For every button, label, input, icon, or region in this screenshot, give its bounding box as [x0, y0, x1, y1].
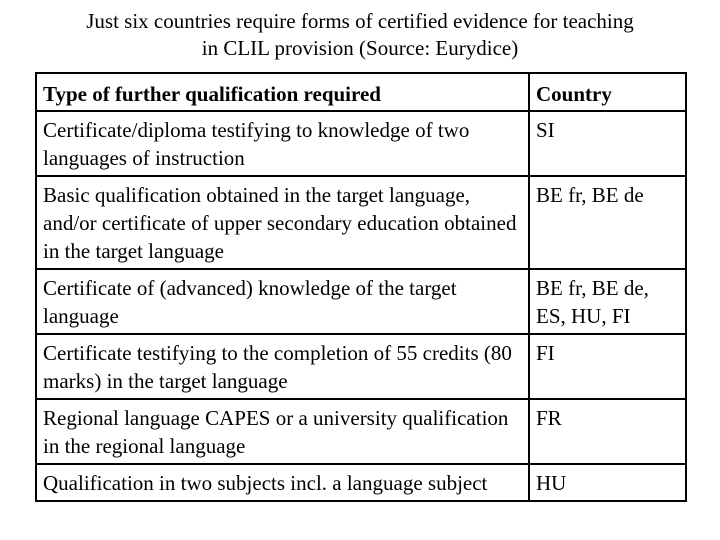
table-header-row — [36, 73, 686, 111]
table-row — [36, 399, 686, 464]
header-country: Country — [529, 73, 686, 111]
country-cell: FR — [529, 399, 686, 464]
table-row — [36, 111, 686, 176]
table-row — [36, 334, 686, 399]
qualification-cell: Certificate/diploma testifying to knowledge of two languages of instruction — [36, 111, 529, 176]
table-row — [36, 269, 686, 334]
table-row — [36, 176, 686, 269]
header-qualification: Type of further qualification required — [36, 73, 529, 111]
country-cell: BE fr, BE de — [529, 176, 686, 269]
qualification-cell: Basic qualification obtained in the target language, and/or certificate of upper secondary education obtained in the target language — [36, 176, 529, 269]
qualification-cell: Certificate of (advanced) knowledge of the target language — [36, 269, 529, 334]
slide-title — [20, 8, 700, 62]
country-cell: SI — [529, 111, 686, 176]
country-cell: FI — [529, 334, 686, 399]
country-cell: HU — [529, 464, 686, 501]
qualification-cell: Regional language CAPES or a university qualification in the regional language — [36, 399, 529, 464]
title-line-1: Just six countries require forms of certified evidence for teaching — [86, 9, 634, 33]
country-cell: BE fr, BE de, ES, HU, FI — [529, 269, 686, 334]
qualification-table — [35, 72, 687, 502]
table-row — [36, 464, 686, 501]
title-line-2: in CLIL provision (Source: Eurydice) — [201, 36, 519, 60]
qualification-cell: Qualification in two subjects incl. a language subject — [36, 464, 529, 501]
qualification-cell: Certificate testifying to the completion of 55 credits (80 marks) in the target language — [36, 334, 529, 399]
